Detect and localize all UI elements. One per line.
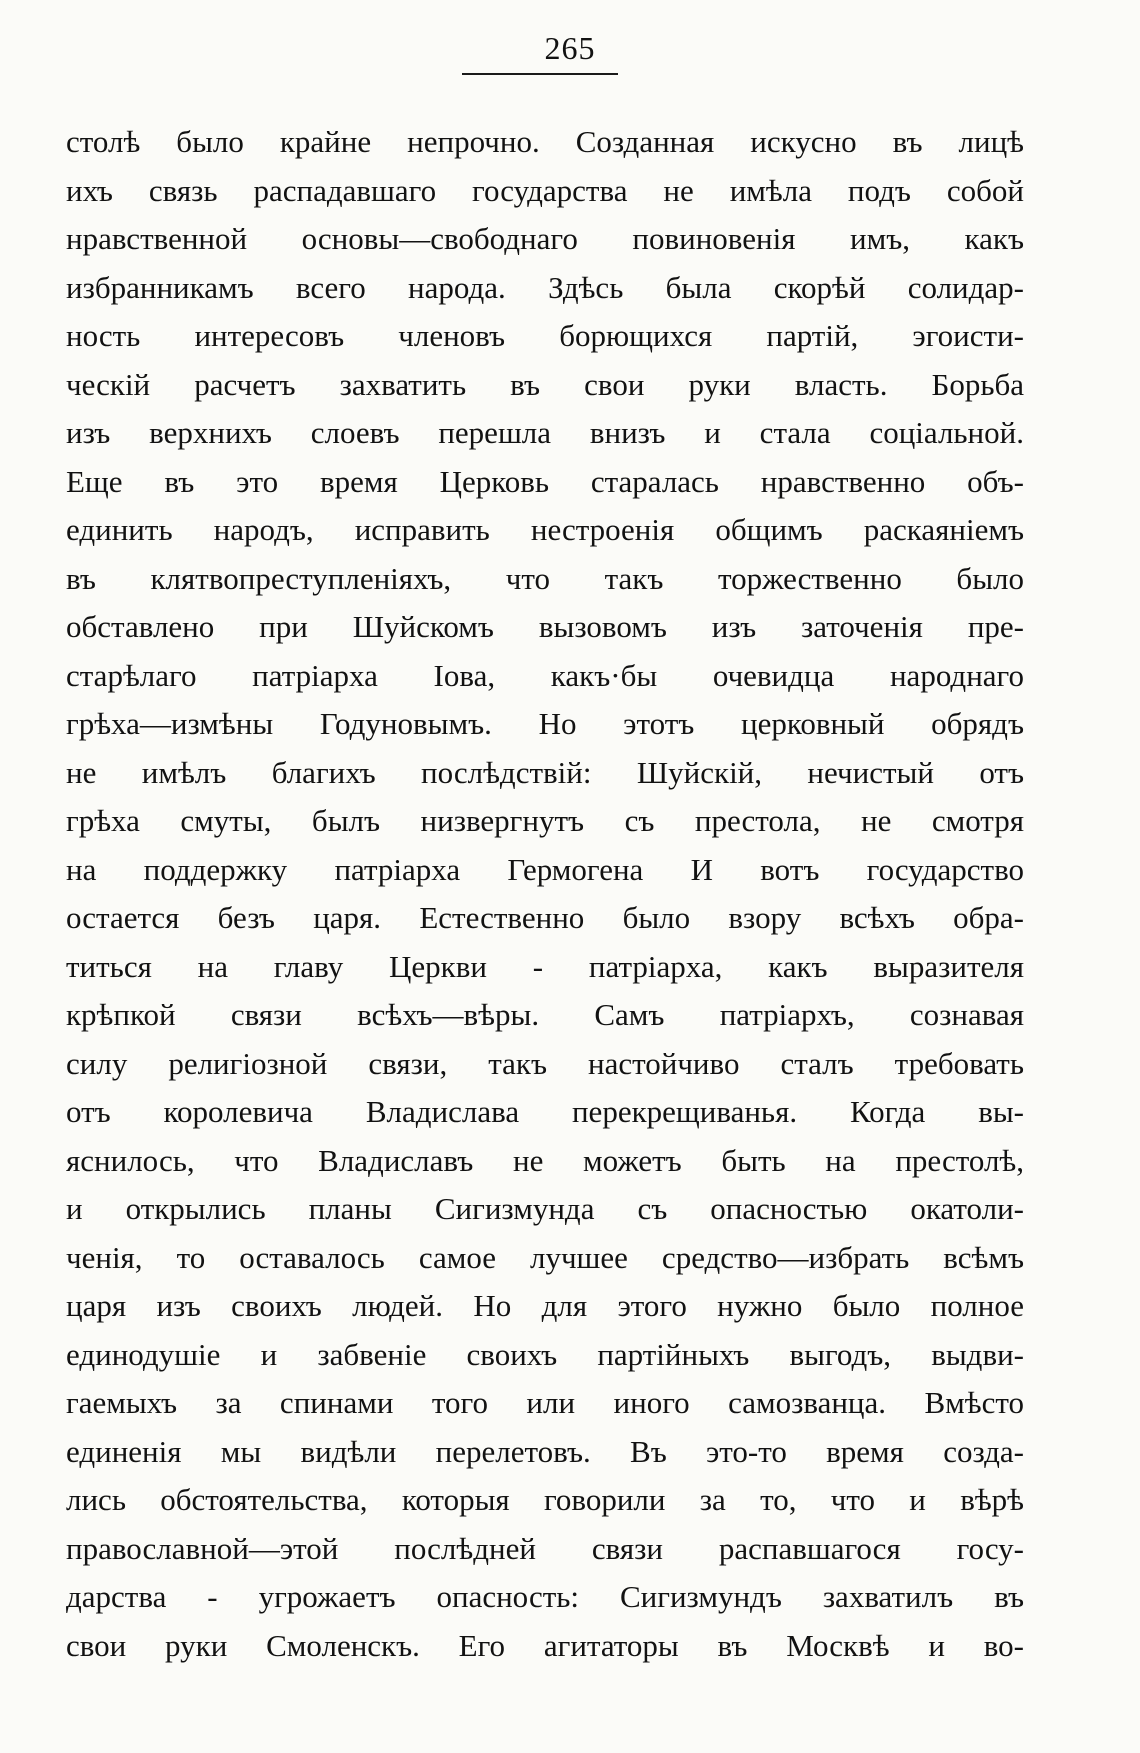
text-line: царя изъ своихъ людей. Но для этого нужно было полное [66,1288,1024,1323]
text-line: изъ верхнихъ слоевъ перешла внизъ и стала соціальной. [66,415,1024,450]
text-line: и открылись планы Сигизмунда съ опасностью окатоли- [66,1191,1024,1226]
text-line: лись обстоятельства, которыя говорили за то, что и вѣрѣ [66,1482,1024,1517]
text-line: ность интересовъ членовъ борющихся партій, эгоисти- [66,318,1024,353]
text-line: старѣлаго патріарха Іова, какъ·бы очевидца народнаго [66,657,1024,693]
text-line: дарства - угрожаетъ опасность: Сигизмундъ захватилъ въ [66,1579,1024,1614]
text-line: гаемыхъ за спинами того или иного самозванца. Вмѣсто [66,1385,1024,1420]
text-line: силу религіозной связи, такъ настойчиво сталъ требовать [66,1045,1024,1081]
text-line: нравственной основы—свободнаго повиновенія имъ, какъ [66,221,1024,256]
text-line: единить народъ, исправить нестроенія общимъ раскаяніемъ [66,512,1024,547]
text-line: столѣ было крайне непрочно. Созданная искусно въ лицѣ [66,124,1024,159]
body-text [66,118,1024,1670]
text-line: остается безъ царя. Естественно было взору всѣхъ обра- [66,900,1024,935]
text-line: единенія мы видѣли перелетовъ. Въ это-то время созда- [66,1433,1024,1469]
page-number-rule [462,73,618,75]
page-number: 265 [544,30,596,66]
text-line: яснилось, что Владиславъ не можетъ быть на престолѣ, [66,1142,1024,1178]
text-line: ченія, то оставалось самое лучшее средство—избрать всѣмъ [66,1239,1024,1275]
text-line: Еще въ это время Церковь старалась нравственно объ- [66,463,1024,499]
text-line: не имѣлъ благихъ послѣдствій: Шуйскій, нечистый отъ [66,754,1024,790]
text-line: ческій расчетъ захватить въ свои руки власть. Борьба [66,366,1024,402]
text-line: титься на главу Церкви - патріарха, какъ выразителя [66,948,1024,984]
text-line: грѣха—измѣны Годуновымъ. Но этотъ церковный обрядъ [66,706,1024,741]
text-line: грѣха смуты, былъ низвергнутъ съ престола, не смотря [66,803,1024,838]
text-line: обставлено при Шуйскомъ вызовомъ изъ заточенія пре- [66,609,1024,644]
text-line: свои руки Смоленскъ. Его агитаторы въ Москвѣ и во- [66,1627,1024,1663]
text-line: на поддержку патріарха Гермогена И вотъ государство [66,851,1024,887]
text-line: въ клятвопреступленіяхъ, что такъ торжественно было [66,560,1024,596]
text-line: ихъ связь распадавшаго государства не имѣла подъ собой [66,172,1024,208]
text-line: отъ королевича Владислава перекрещиванья. Когда вы- [66,1094,1024,1129]
text-line: избранникамъ всего народа. Здѣсь была скорѣй солидар- [66,269,1024,305]
text-line: единодушіе и забвеніе своихъ партійныхъ выгодъ, выдви- [66,1336,1024,1372]
text-line: крѣпкой связи всѣхъ—вѣры. Самъ патріархъ, сознавая [66,997,1024,1032]
text-line: православной—этой послѣдней связи распавшагося госу- [66,1530,1024,1566]
